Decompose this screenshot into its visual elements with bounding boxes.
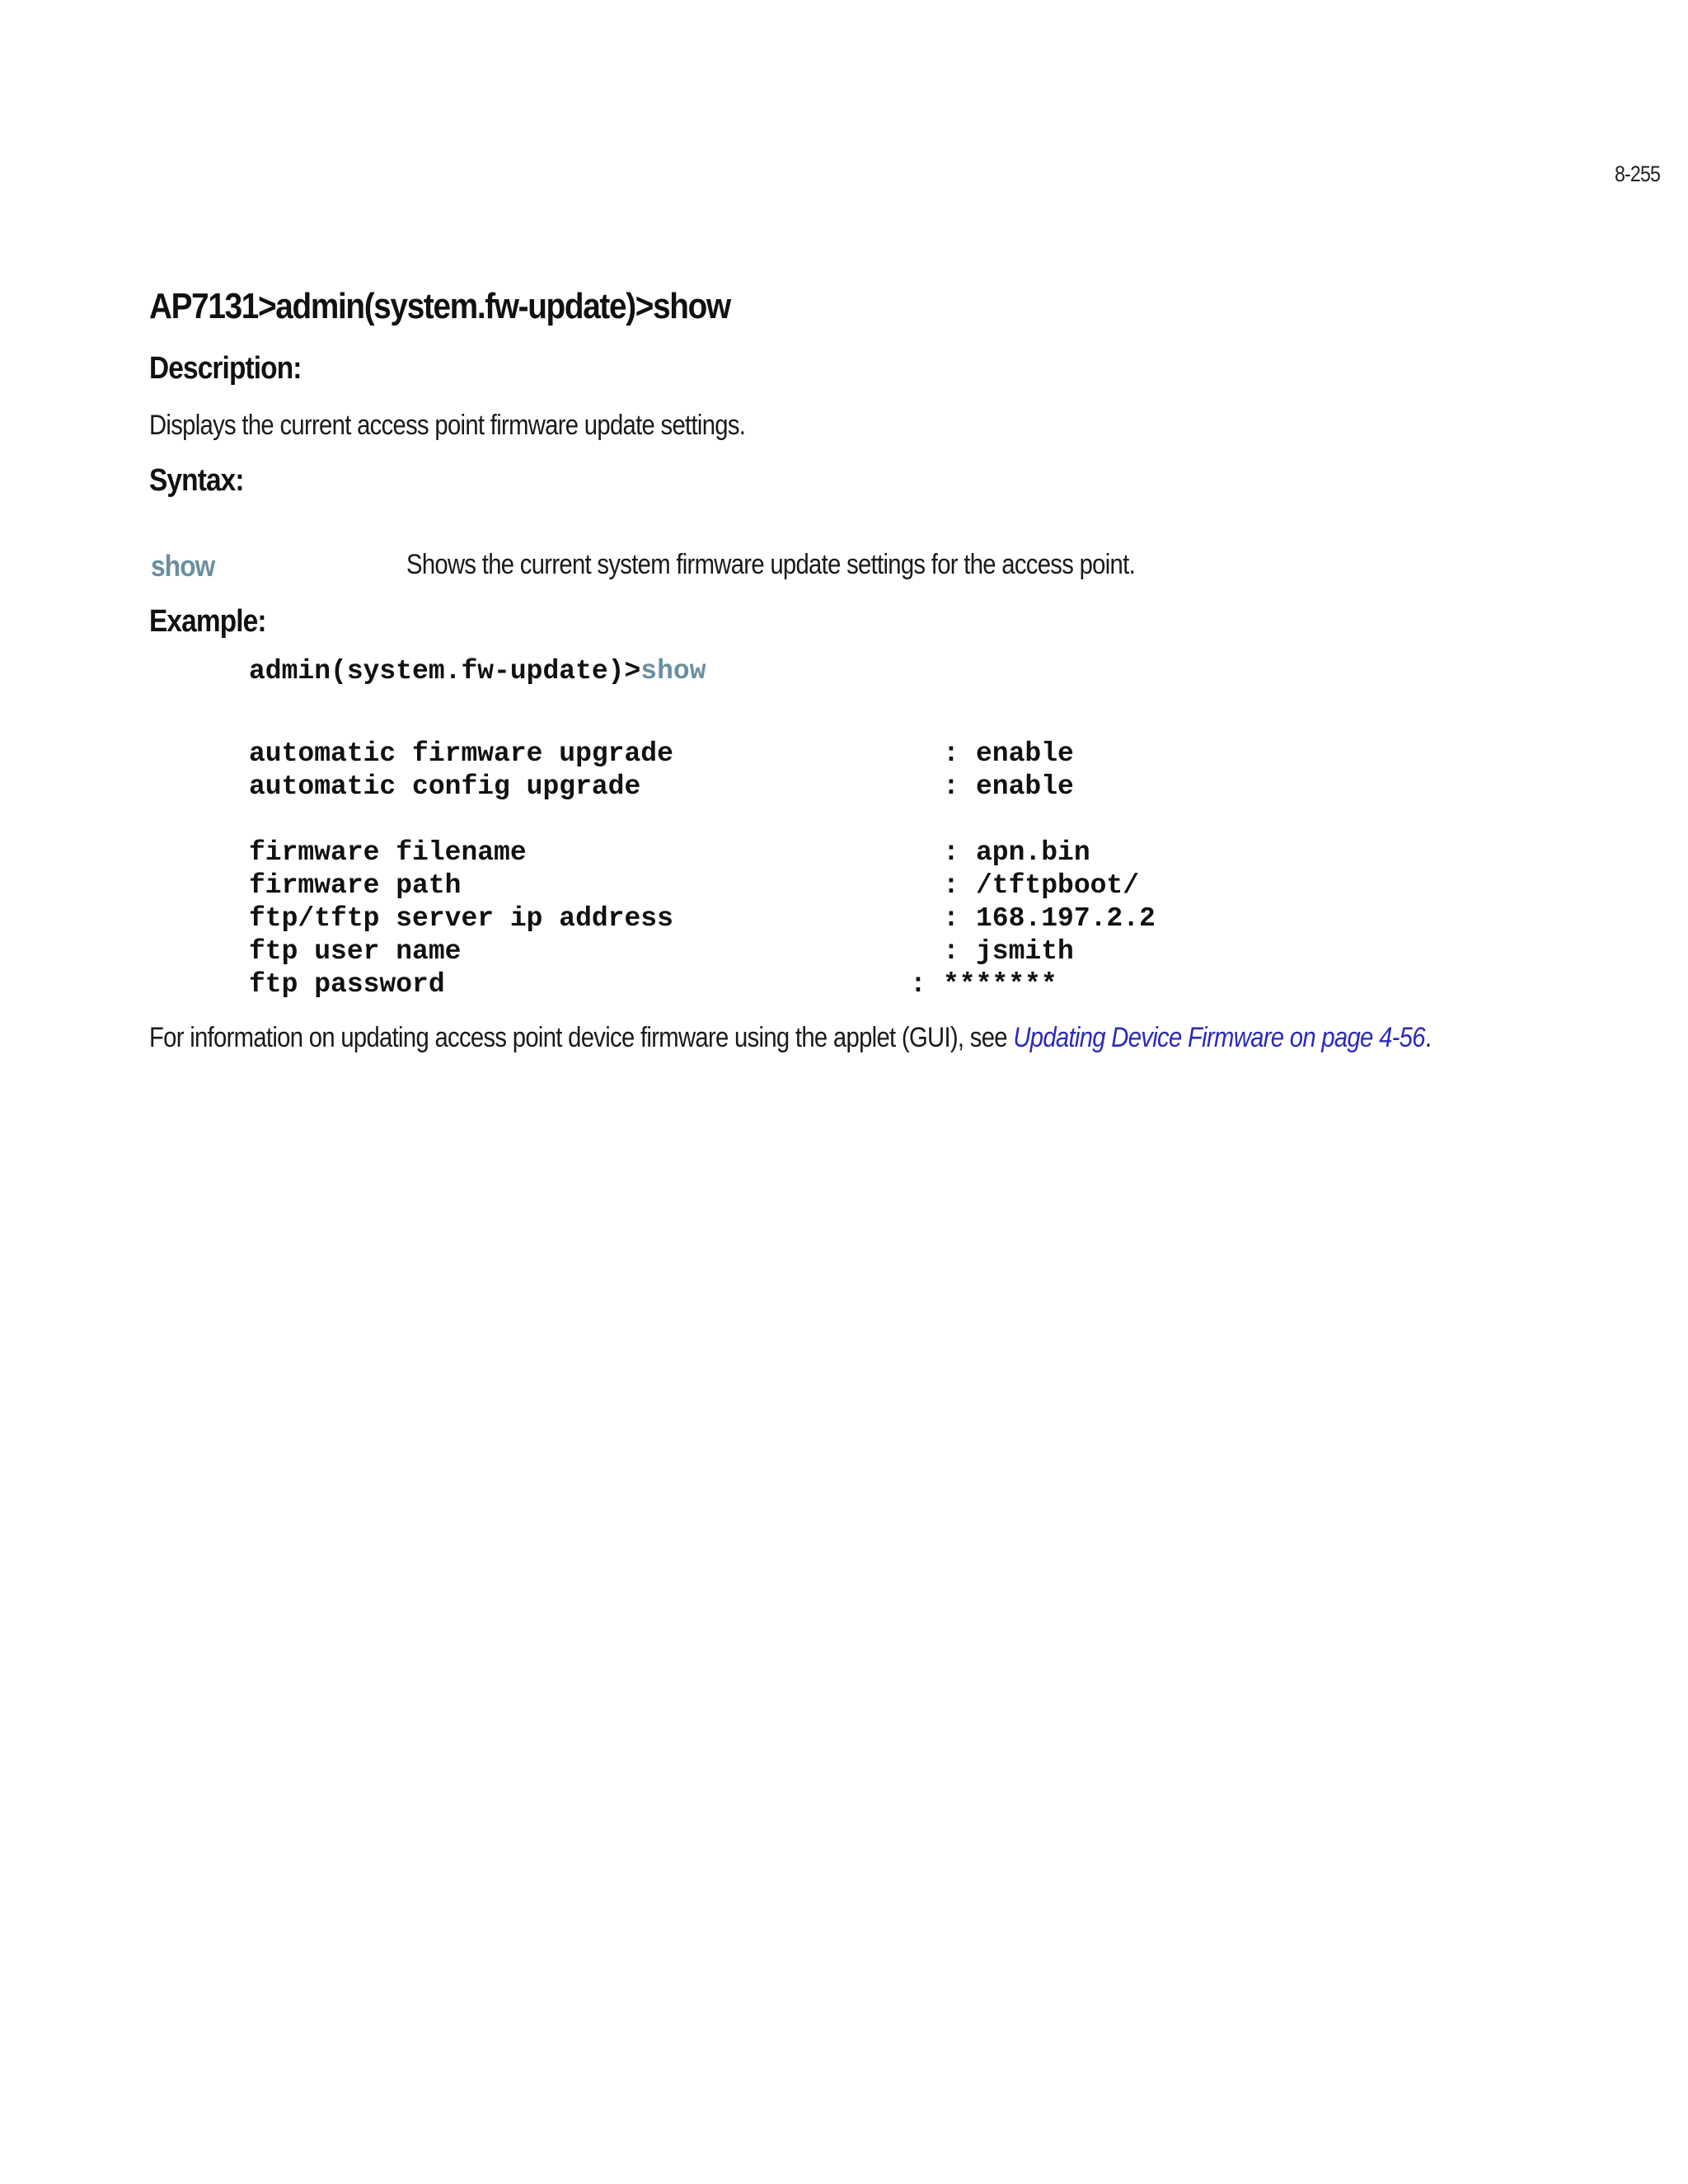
syntax-keyword: show — [151, 549, 215, 583]
code-row-key: ftp password — [249, 969, 445, 1000]
code-row-separator: : — [943, 837, 959, 868]
code-row-value: 168.197.2.2 — [976, 903, 1156, 934]
code-row-key: firmware filename — [249, 837, 527, 868]
code-row-key: ftp/tftp server ip address — [249, 903, 673, 934]
code-row-key: automatic firmware upgrade — [249, 738, 673, 769]
example-heading: Example: — [149, 604, 266, 639]
syntax-heading: Syntax: — [149, 463, 244, 498]
code-row-value: enable — [976, 771, 1074, 802]
code-row-separator: : — [943, 870, 959, 901]
code-row-separator: : — [943, 903, 959, 934]
syntax-row — [149, 549, 1550, 585]
code-row-key: firmware path — [249, 870, 462, 901]
code-prompt: admin(system.fw-update)> — [249, 656, 641, 687]
description-text: Displays the current access point firmware update settings. — [149, 410, 746, 441]
code-row-separator: : — [943, 936, 959, 967]
code-row-key: ftp user name — [249, 936, 462, 967]
code-row-value: /tftpboot/ — [976, 870, 1140, 901]
code-row-separator: : — [910, 969, 926, 1000]
code-row-value: ******* — [943, 969, 1057, 1000]
page-number: 8-255 — [1614, 162, 1660, 186]
footer-note-end: . — [1424, 1022, 1432, 1053]
code-prompt-command: show — [640, 656, 706, 687]
syntax-description: Shows the current system firmware update settings for the access point. — [406, 549, 1136, 580]
command-title: AP7131>admin(system.fw-update)>show — [149, 286, 730, 326]
code-row-separator: : — [943, 738, 959, 769]
footer-note-text: For information on updating access point device firmware using the applet (GUI), see — [149, 1022, 1014, 1053]
code-row-separator: : — [943, 771, 959, 802]
code-row-value: enable — [976, 738, 1074, 769]
code-row-value: jsmith — [976, 936, 1074, 967]
code-row-key: automatic config upgrade — [249, 771, 641, 802]
footer-note — [149, 1022, 1431, 1054]
code-row-value: apn.bin — [976, 837, 1090, 868]
description-heading: Description: — [149, 351, 302, 386]
code-prompt-line — [249, 655, 706, 688]
firmware-update-link[interactable]: Updating Device Firmware on page 4-56 — [1013, 1022, 1425, 1053]
